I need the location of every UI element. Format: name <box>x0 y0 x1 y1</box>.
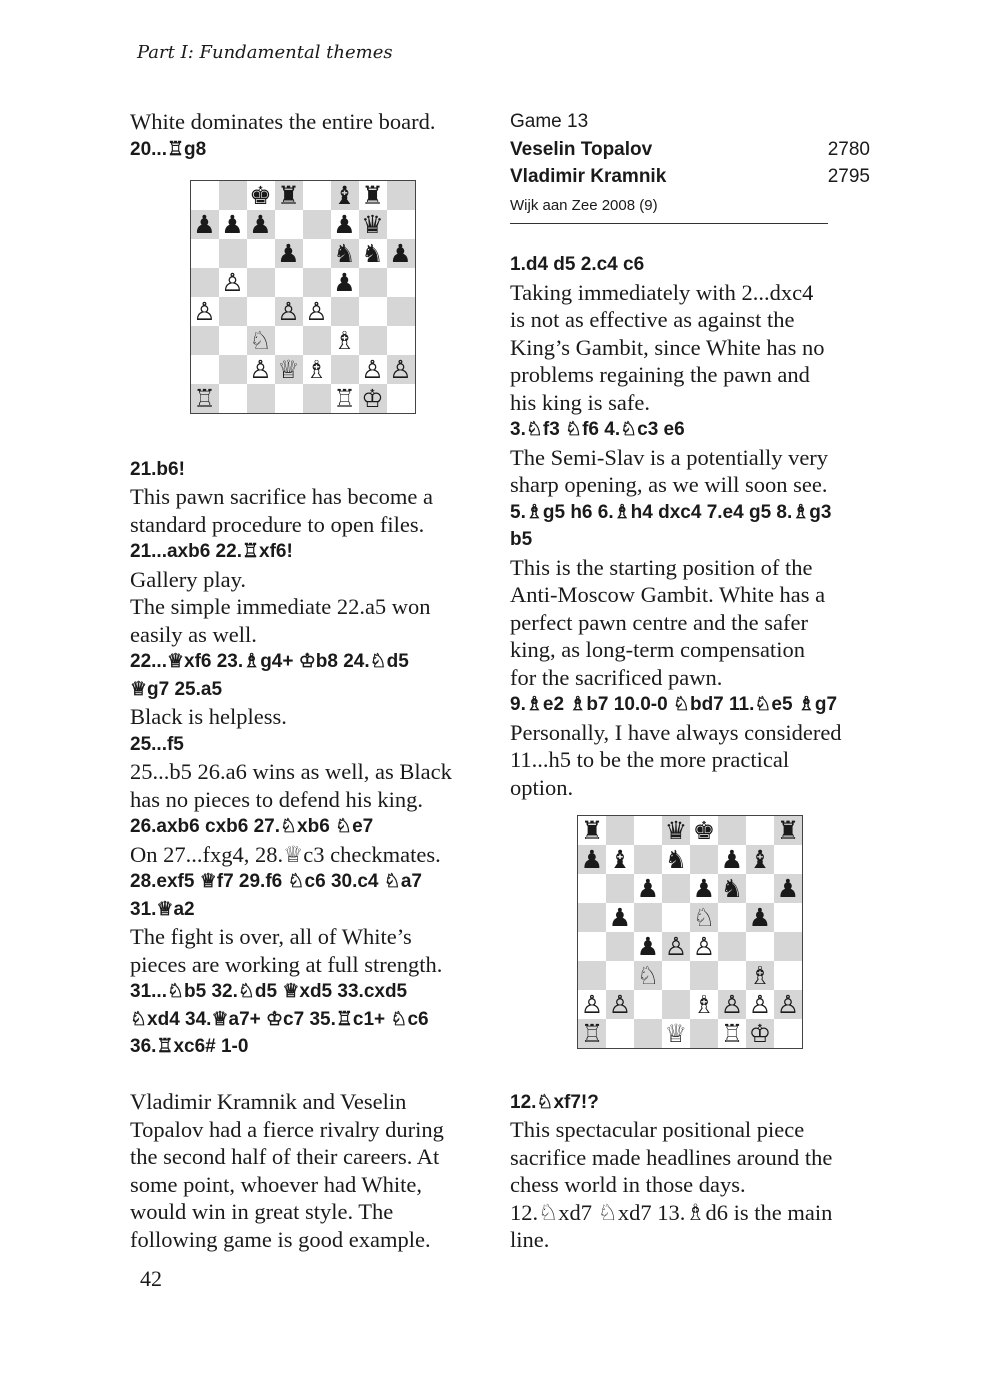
black-r-piece-icon: ♜ <box>277 181 300 210</box>
commentary-text: This spectacular positional piece <box>510 1117 805 1142</box>
square-h8 <box>387 181 415 210</box>
move-text: 25...f5 <box>130 733 184 755</box>
black-p-piece-icon: ♟ <box>720 845 744 874</box>
square-d7 <box>662 845 690 874</box>
square-g3 <box>746 961 774 990</box>
commentary-text: 12.♘xd7 ♘xd7 13.♗d6 is the main <box>510 1199 833 1225</box>
square-f8 <box>718 816 746 845</box>
square-e6 <box>303 239 331 268</box>
square-g5 <box>746 903 774 932</box>
square-b4 <box>219 297 247 326</box>
square-a2 <box>191 355 219 384</box>
square-a7 <box>191 210 219 239</box>
square-f3 <box>331 326 359 355</box>
move-text: 31...♘b5 32.♘d5 ♕xd5 33.cxd5 <box>130 981 408 1002</box>
white-p-piece-icon: ♙ <box>221 268 244 297</box>
white-b-piece-icon: ♗ <box>333 326 356 355</box>
white-p-piece-icon: ♙ <box>389 355 412 384</box>
black-p-piece-icon: ♟ <box>221 210 244 239</box>
white-q-piece-icon: ♕ <box>277 355 300 384</box>
square-d2 <box>662 990 690 1019</box>
move-text: 26.axb6 cxb6 27.♘xb6 ♘e7 <box>130 816 374 837</box>
square-e3 <box>303 326 331 355</box>
right-column <box>510 108 870 1254</box>
black-p-piece-icon: ♟ <box>748 903 772 932</box>
commentary-text: chess world in those days. <box>510 1172 746 1197</box>
square-c4 <box>247 297 275 326</box>
move-text: 22...♕xf6 23.♗g4+ ♔b8 24.♘d5 <box>130 651 409 672</box>
square-e8 <box>303 181 331 210</box>
player-white <box>510 136 870 164</box>
square-c7 <box>247 210 275 239</box>
black-p-piece-icon: ♟ <box>277 239 300 268</box>
commentary-text: This pawn sacrifice has become a <box>130 484 433 509</box>
move-text: 12.♘xf7!? <box>510 1091 599 1113</box>
square-e1 <box>690 1019 718 1048</box>
square-h8 <box>774 816 802 845</box>
square-a4 <box>191 297 219 326</box>
square-c7 <box>634 845 662 874</box>
square-g4 <box>359 297 387 326</box>
black-r-piece-icon: ♜ <box>776 816 800 845</box>
white-k-piece-icon: ♔ <box>361 384 384 413</box>
square-g2 <box>359 355 387 384</box>
black-p-piece-icon: ♟ <box>776 874 800 903</box>
player-black-rating: 2795 <box>827 166 870 187</box>
spacer <box>130 1061 475 1089</box>
player-white-name: Veselin Topalov <box>510 138 653 160</box>
move-text: 21.b6! <box>130 458 185 480</box>
commentary-text: Black is helpless. <box>130 704 287 729</box>
white-p-piece-icon: ♙ <box>720 990 744 1019</box>
square-d4 <box>662 932 690 961</box>
square-f1 <box>718 1019 746 1048</box>
square-b1 <box>606 1019 634 1048</box>
square-f5 <box>331 268 359 297</box>
commentary-text: the second half of their careers. At <box>130 1144 440 1169</box>
square-d3 <box>275 326 303 355</box>
white-p-piece-icon: ♙ <box>664 932 688 961</box>
square-d5 <box>662 903 690 932</box>
square-g1 <box>359 384 387 413</box>
square-g8 <box>359 181 387 210</box>
square-a5 <box>191 268 219 297</box>
move-text: 31.♕a2 <box>130 898 195 920</box>
spacer <box>510 224 870 252</box>
square-c5 <box>634 903 662 932</box>
player-black-name: Vladimir Kramnik <box>510 166 667 187</box>
black-n-piece-icon: ♞ <box>361 239 384 268</box>
square-d6 <box>662 874 690 903</box>
square-a5 <box>578 903 606 932</box>
square-f2 <box>331 355 359 384</box>
commentary-text: Taking immediately with 2...dxc4 <box>510 279 814 305</box>
chess-board <box>190 180 416 414</box>
square-d1 <box>275 384 303 413</box>
square-a4 <box>578 932 606 961</box>
black-p-piece-icon: ♟ <box>193 210 216 239</box>
right-column-body <box>510 224 870 1254</box>
black-p-piece-icon: ♟ <box>249 210 272 239</box>
square-h6 <box>387 239 415 268</box>
move-text: ♘xd4 34.♕a7+ ♔c7 35.♖c1+ ♘c6 <box>130 1008 429 1030</box>
commentary-text: sacrifice made headlines around the <box>510 1144 833 1170</box>
black-r-piece-icon: ♜ <box>580 816 604 845</box>
square-b8 <box>606 816 634 845</box>
square-h3 <box>387 326 415 355</box>
white-p-piece-icon: ♙ <box>305 297 328 326</box>
commentary-text: Topalov had a fierce rivalry during <box>130 1116 444 1142</box>
white-q-piece-icon: ♕ <box>664 1019 688 1048</box>
square-f5 <box>718 903 746 932</box>
square-c4 <box>634 932 662 961</box>
black-p-piece-icon: ♟ <box>389 239 412 268</box>
commentary-text: Vladimir Kramnik and Veselin <box>130 1089 407 1114</box>
move-text: 9.♗e2 ♗b7 10.0-0 ♘bd7 11.♘e5 ♗g7 <box>510 694 838 715</box>
square-a7 <box>578 845 606 874</box>
square-b3 <box>606 961 634 990</box>
white-k-piece-icon: ♔ <box>748 1019 772 1048</box>
page-number: 42 <box>140 1266 162 1291</box>
square-b1 <box>219 384 247 413</box>
white-r-piece-icon: ♖ <box>333 384 356 413</box>
black-n-piece-icon: ♞ <box>333 239 356 268</box>
left-column <box>130 108 475 1253</box>
square-c8 <box>247 181 275 210</box>
square-b4 <box>606 932 634 961</box>
square-h7 <box>774 845 802 874</box>
square-d2 <box>275 355 303 384</box>
white-b-piece-icon: ♗ <box>305 355 328 384</box>
black-n-piece-icon: ♞ <box>720 874 744 903</box>
commentary-text: 11...h5 to be the more practical <box>510 747 790 772</box>
move-text: 20...♖g8 <box>130 138 207 160</box>
commentary-text: 25...b5 26.a6 wins as well, as Black <box>130 759 452 784</box>
black-b-piece-icon: ♝ <box>333 181 356 210</box>
square-d1 <box>662 1019 690 1048</box>
black-p-piece-icon: ♟ <box>580 845 604 874</box>
square-b6 <box>606 874 634 903</box>
square-e3 <box>690 961 718 990</box>
white-p-piece-icon: ♙ <box>580 990 604 1019</box>
spacer <box>130 428 475 456</box>
move-text: 5.♗g5 h6 6.♗h4 dxc4 7.e4 g5 8.♗g3 <box>510 501 832 523</box>
commentary-text: Gallery play. <box>130 566 246 592</box>
chess-diagram-2 <box>510 815 870 1049</box>
black-q-piece-icon: ♛ <box>361 210 384 239</box>
square-a3 <box>191 326 219 355</box>
white-p-piece-icon: ♙ <box>776 990 800 1019</box>
square-b2 <box>606 990 634 1019</box>
commentary-text: Personally, I have always considered <box>510 719 842 745</box>
square-h4 <box>774 932 802 961</box>
black-p-piece-icon: ♟ <box>636 932 660 961</box>
commentary-text: The simple immediate 22.a5 won <box>130 594 431 619</box>
commentary-text: is not as effective as against the <box>510 307 795 332</box>
square-d3 <box>662 961 690 990</box>
square-d7 <box>275 210 303 239</box>
square-g5 <box>359 268 387 297</box>
square-b6 <box>219 239 247 268</box>
square-h1 <box>774 1019 802 1048</box>
white-b-piece-icon: ♗ <box>748 961 772 990</box>
commentary-text: standard procedure to open files. <box>130 511 425 537</box>
black-q-piece-icon: ♛ <box>664 816 688 845</box>
commentary-text: line. <box>510 1227 550 1252</box>
commentary-text: for the sacrificed pawn. <box>510 664 723 690</box>
commentary-text: pieces are working at full strength. <box>130 951 443 977</box>
square-c5 <box>247 268 275 297</box>
square-h3 <box>774 961 802 990</box>
white-p-piece-icon: ♙ <box>193 297 216 326</box>
square-f4 <box>718 932 746 961</box>
square-d8 <box>662 816 690 845</box>
square-d6 <box>275 239 303 268</box>
white-n-piece-icon: ♘ <box>249 326 272 355</box>
square-c6 <box>634 874 662 903</box>
square-g6 <box>746 874 774 903</box>
commentary-text: King’s Gambit, since White has no <box>510 334 825 360</box>
black-r-piece-icon: ♜ <box>361 181 384 210</box>
square-e5 <box>690 903 718 932</box>
square-h4 <box>387 297 415 326</box>
square-h7 <box>387 210 415 239</box>
square-c1 <box>634 1019 662 1048</box>
square-c6 <box>247 239 275 268</box>
square-a1 <box>578 1019 606 1048</box>
spacer <box>510 1061 870 1089</box>
square-e5 <box>303 268 331 297</box>
black-p-piece-icon: ♟ <box>636 874 660 903</box>
square-b3 <box>219 326 247 355</box>
square-b7 <box>219 210 247 239</box>
commentary-text: sharp opening, as we will soon see. <box>510 472 828 497</box>
commentary-text: problems regaining the pawn and <box>510 362 810 387</box>
square-e8 <box>690 816 718 845</box>
commentary-text: The Semi-Slav is a potentially very <box>510 444 829 470</box>
running-header: Part I: Fundamental themes <box>137 42 393 63</box>
square-g8 <box>746 816 774 845</box>
square-b2 <box>219 355 247 384</box>
square-f6 <box>718 874 746 903</box>
square-b7 <box>606 845 634 874</box>
square-a6 <box>191 239 219 268</box>
commentary-text: has no pieces to defend his king. <box>130 786 424 812</box>
square-c2 <box>634 990 662 1019</box>
square-c3 <box>247 326 275 355</box>
player-black <box>510 163 870 191</box>
square-c1 <box>247 384 275 413</box>
chess-board <box>577 815 803 1049</box>
game-header <box>510 108 870 224</box>
commentary-text: perfect pawn centre and the safer <box>510 609 808 635</box>
square-h2 <box>387 355 415 384</box>
move-text: 21...axb6 22.♖xf6! <box>130 541 293 562</box>
square-d4 <box>275 297 303 326</box>
square-f2 <box>718 990 746 1019</box>
black-k-piece-icon: ♚ <box>249 181 272 210</box>
black-b-piece-icon: ♝ <box>748 845 772 874</box>
square-a1 <box>191 384 219 413</box>
square-d8 <box>275 181 303 210</box>
commentary-text: On 27...fxg4, 28.♕c3 checkmates. <box>130 841 441 867</box>
square-f6 <box>331 239 359 268</box>
black-k-piece-icon: ♚ <box>692 816 716 845</box>
white-p-piece-icon: ♙ <box>249 355 272 384</box>
square-f7 <box>331 210 359 239</box>
square-c2 <box>247 355 275 384</box>
square-c3 <box>634 961 662 990</box>
square-b8 <box>219 181 247 210</box>
white-r-piece-icon: ♖ <box>580 1019 604 1048</box>
commentary-text: following game is good example. <box>130 1226 431 1252</box>
move-text: 36.♖xc6# 1-0 <box>130 1036 249 1057</box>
move-text: 3.♘f3 ♘f6 4.♘c3 e6 <box>510 419 685 440</box>
square-c8 <box>634 816 662 845</box>
square-a6 <box>578 874 606 903</box>
black-p-piece-icon: ♟ <box>333 268 356 297</box>
commentary-text: This is the starting position of the <box>510 554 813 580</box>
square-b5 <box>219 268 247 297</box>
square-g6 <box>359 239 387 268</box>
move-text: ♕g7 25.a5 <box>130 678 223 700</box>
commentary-text: his king is safe. <box>510 389 650 415</box>
commentary-text: White dominates the entire board. <box>130 109 436 134</box>
square-e4 <box>690 932 718 961</box>
white-b-piece-icon: ♗ <box>692 990 716 1019</box>
white-r-piece-icon: ♖ <box>193 384 216 413</box>
square-e2 <box>690 990 718 1019</box>
commentary-text: some point, whoever had White, <box>130 1171 423 1197</box>
white-p-piece-icon: ♙ <box>277 297 300 326</box>
black-p-piece-icon: ♟ <box>333 210 356 239</box>
square-g2 <box>746 990 774 1019</box>
square-g1 <box>746 1019 774 1048</box>
commentary-text: king, as long-term compensation <box>510 637 805 662</box>
square-e7 <box>303 210 331 239</box>
commentary-text: option. <box>510 774 574 800</box>
square-f1 <box>331 384 359 413</box>
game-event: Wijk aan Zee 2008 (9) <box>510 191 828 224</box>
move-text: b5 <box>510 529 533 550</box>
black-n-piece-icon: ♞ <box>664 845 688 874</box>
commentary-text: Anti-Moscow Gambit. White has a <box>510 582 826 607</box>
square-e6 <box>690 874 718 903</box>
game-number: Game 13 <box>510 111 589 132</box>
square-e7 <box>690 845 718 874</box>
commentary-text: would win in great style. The <box>130 1199 394 1224</box>
white-p-piece-icon: ♙ <box>748 990 772 1019</box>
black-p-piece-icon: ♟ <box>608 903 632 932</box>
player-white-rating: 2780 <box>827 138 870 160</box>
square-f8 <box>331 181 359 210</box>
square-h2 <box>774 990 802 1019</box>
square-d5 <box>275 268 303 297</box>
commentary-text: easily as well. <box>130 621 257 647</box>
square-a2 <box>578 990 606 1019</box>
square-e1 <box>303 384 331 413</box>
square-b5 <box>606 903 634 932</box>
square-a3 <box>578 961 606 990</box>
square-a8 <box>578 816 606 845</box>
white-p-piece-icon: ♙ <box>692 932 716 961</box>
square-f7 <box>718 845 746 874</box>
square-g7 <box>746 845 774 874</box>
square-h1 <box>387 384 415 413</box>
square-h5 <box>387 268 415 297</box>
chess-diagram-1 <box>130 180 475 414</box>
square-e2 <box>303 355 331 384</box>
black-p-piece-icon: ♟ <box>692 874 716 903</box>
square-f4 <box>331 297 359 326</box>
square-g3 <box>359 326 387 355</box>
move-text: 1.d4 d5 2.c4 c6 <box>510 254 645 275</box>
commentary-text: The fight is over, all of White’s <box>130 924 412 949</box>
square-h5 <box>774 903 802 932</box>
square-g7 <box>359 210 387 239</box>
black-b-piece-icon: ♝ <box>608 845 632 874</box>
white-n-piece-icon: ♘ <box>636 961 660 990</box>
white-n-piece-icon: ♘ <box>692 903 716 932</box>
square-h6 <box>774 874 802 903</box>
move-text: 28.exf5 ♕f7 29.f6 ♘c6 30.c4 ♘a7 <box>130 871 422 892</box>
white-p-piece-icon: ♙ <box>608 990 632 1019</box>
square-e4 <box>303 297 331 326</box>
white-r-piece-icon: ♖ <box>720 1019 744 1048</box>
square-f3 <box>718 961 746 990</box>
square-a8 <box>191 181 219 210</box>
white-p-piece-icon: ♙ <box>361 355 384 384</box>
square-g4 <box>746 932 774 961</box>
